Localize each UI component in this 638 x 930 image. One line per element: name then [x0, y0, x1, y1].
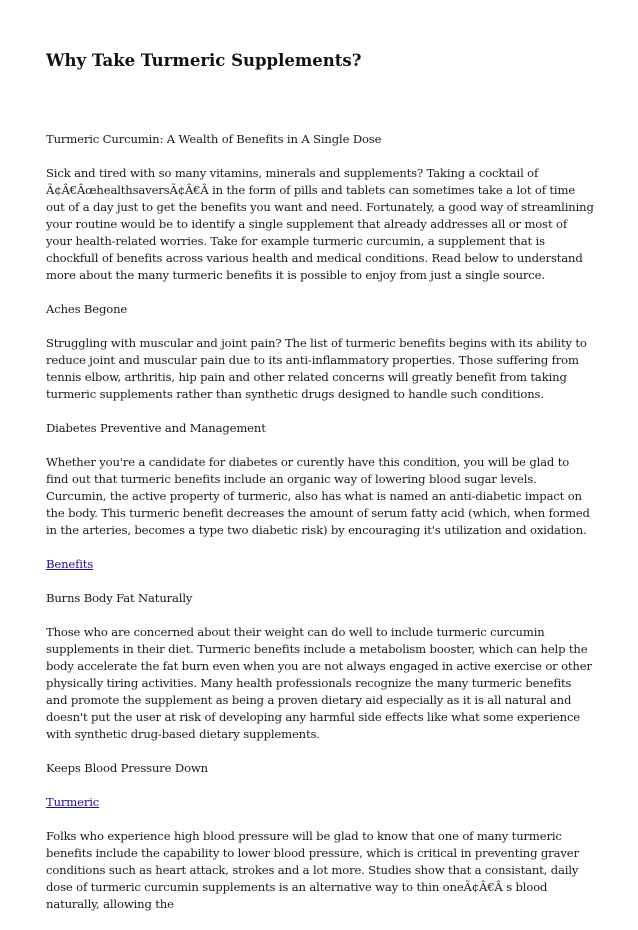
- subtitle: Turmeric Curcumin: A Wealth of Benefits in A Single Dose: [46, 132, 382, 146]
- turmeric-link-row: [46, 794, 594, 811]
- diabetes-paragraph: Whether you're a candidate for diabetes or curently have this condition, you will be glad to find out that turmeric benefits include an organic way of lowering blood sugar levels. Curcumin, the active property of turmeric, also has what is named an anti-diabetic impact on the body. This turmeric benefit decreases the amount of serum fatty acid (which, when formed in the arteries, becomes a type two diabetic risk) by encouraging it's utilization and oxidation.: [46, 455, 590, 537]
- benefits-link-row: [46, 556, 594, 573]
- section-heading-aches: Aches Begone: [46, 302, 128, 316]
- benefits-link[interactable]: Benefits: [46, 557, 94, 571]
- fat-paragraph: Those who are concerned about their weight can do well to include turmeric curcumin supplements in their diet. Turmeric benefits include a metabolism booster, which can help the body accelerate the fat burn even when you are not always engaged in active exercise or other physically tiring activities. Many health professionals recognize the many turmeric benefits and promote the supplement as being a proven dietary aid especially as it is all natural and doesn't put the user at risk of developing any harmful side effects like what some experience with synthetic drug-based dietary supplements.: [46, 625, 592, 741]
- intro-paragraph: Sick and tired with so many vitamins, minerals and supplements? Taking a cocktail of Ã¢Â€ÂœhealthsaversÃ¢Â€Â in the form of pills and tablets can sometimes take a lot of time out of a day just to get the benefits you want and need. Fortunately, a good way of streamlining your routine would be to identify a single supplement that already addresses all or most of your health-related worries. Take for example turmeric curcumin, a supplement that is chockfull of benefits across various health and medical conditions. Read below to understand more about the many turmeric benefits it is possible to enjoy from just a single source.: [46, 166, 594, 282]
- aches-paragraph: Struggling with muscular and joint pain? The list of turmeric benefits begins with its ability to reduce joint and muscular pain due to its anti-inflammatory properties. Those suffering from tennis elbow, arthritis, hip pain and other related concerns will greatly benefit from taking turmeric supplements rather than synthetic drugs designed to handle such conditions.: [46, 336, 587, 401]
- section-heading-fat: Burns Body Fat Naturally: [46, 591, 193, 605]
- section-heading-diabetes: Diabetes Preventive and Management: [46, 421, 266, 435]
- blood-pressure-paragraph: Folks who experience high blood pressure will be glad to know that one of many turmeric benefits include the capability to lower blood pressure, which is critical in preventing graver conditions such as heart attack, strokes and a lot more. Studies show that a consistant, daily dose of turmeric curcumin supplements is an alternative way to thin oneÃ¢Â€Â s blood naturally, allowing the: [46, 829, 579, 911]
- section-heading-blood-pressure: Keeps Blood Pressure Down: [46, 761, 208, 775]
- turmeric-link[interactable]: Turmeric: [46, 795, 100, 809]
- page-title: Why Take Turmeric Supplements?: [46, 51, 362, 70]
- document-page: [46, 50, 594, 930]
